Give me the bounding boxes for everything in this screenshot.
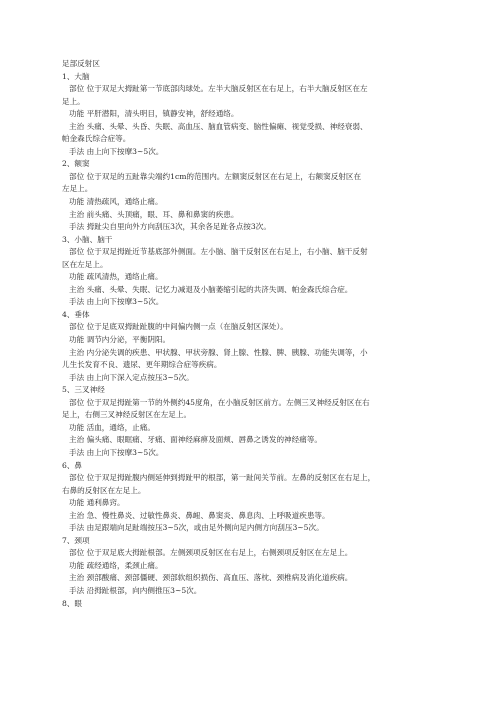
text-line: 7、颈项 <box>62 535 90 545</box>
text-line: 1、大脑 <box>62 71 90 81</box>
paragraph-line: 主治 头痛、头晕、头昏、失眠、高血压、脑血管病变、脑性偏瘫、视觉受损、神经衰弱、 <box>69 121 368 131</box>
paragraph-line: 主治 急、慢性鼻炎、过敏性鼻炎、鼻衄、鼻窦炎、鼻息肉、上呼吸道疾患等。 <box>69 510 330 520</box>
paragraph-line: 功能 通利鼻窍。 <box>69 498 125 508</box>
document-lines <box>62 71 444 611</box>
text-line: 8、眼 <box>62 598 83 608</box>
paragraph-line: 功能 疏经通络，柔颈止痛。 <box>69 560 163 570</box>
paragraph-line: 主治 头痛、头晕、失眠、记忆力减退及小脑萎缩引起的共济失调、帕金森氏综合症。 <box>69 284 353 294</box>
paragraph-line: 主治 偏头痛、眼眶痛、牙痛、面神经麻痹及面颊、唇鼻之诱发的神经痛等。 <box>69 435 323 445</box>
paragraph-line: 功能 活血，通络，止痛。 <box>69 422 155 432</box>
paragraph-line: 功能 平肝潜阳，清头明目，镇静安神，舒经通络。 <box>69 109 239 119</box>
text-line: 5、三叉神经 <box>62 385 105 395</box>
paragraph-line: 手法 沿拇趾根部，向内侧推压3~5次。 <box>69 585 202 595</box>
text-line: 6、鼻 <box>62 460 83 470</box>
paragraph-line: 手法 拇趾尖自里向外方向刮压3次，其余各足趾各点按3次。 <box>69 222 271 232</box>
paragraph-line: 部位 位于双足底大拇趾根部。左侧颈项反射区在右足上，右侧颈项反射区在左足上。 <box>69 548 353 558</box>
text-line: 左足上。 <box>62 184 93 194</box>
paragraph-line: 功能 疏风清热，通络止痛。 <box>69 272 163 282</box>
paragraph-line: 功能 清热疏风，通络止痛。 <box>69 197 163 207</box>
document-title: 足部反射区 <box>62 59 100 68</box>
paragraph-line: 部位 位于足底双拇趾趾腹的中间偏内侧一点（在脑反射区深处）。 <box>69 322 288 332</box>
paragraph-line: 主治 颈部酸痛、颈部僵硬、颈部软组织损伤、高血压、落枕、颈椎病及消化道疾病。 <box>69 573 353 583</box>
text-line: 3、小脑、脑干 <box>62 234 113 244</box>
text-line: 2、额窦 <box>62 159 90 169</box>
paragraph-line: 部位 位于双足拇趾腹内侧延伸到拇趾甲的根部，第一趾间关节前。左鼻的反射区在右足上， <box>69 473 376 483</box>
text-line: 右鼻的反射区在左足上。 <box>62 485 146 495</box>
text-line: 儿生长发育不良、遗尿、更年期综合症等疾病。 <box>62 360 222 370</box>
text-line: 足上，右侧三叉神经反射区在左足上。 <box>62 410 192 420</box>
paragraph-line: 部位 位于双足大拇趾第一节底部肉球处。左半大脑反射区在右足上，右半大脑反射区在左 <box>69 84 368 94</box>
paragraph-line: 主治 内分泌失调的疾患、甲状腺、甲状旁腺、肾上腺、性腺、脾、胰腺、功能失调等，小 <box>69 347 368 357</box>
paragraph-line: 功能 调节内分泌，平衡阴阳。 <box>69 335 171 345</box>
paragraph-line: 手法 由上向下按摩3~5次。 <box>69 447 164 457</box>
text-line: 4、垂体 <box>62 309 90 319</box>
paragraph-line: 部位 位于双足的五趾靠尖端约1cm的范围内。左额窦反射区在右足上，右额窦反射区在 <box>69 171 362 181</box>
text-line: 区在左足上。 <box>62 259 108 269</box>
paragraph-line: 手法 由上向下按摩3~5次。 <box>69 297 164 307</box>
text-line: 帕金森氏综合症等。 <box>62 134 131 144</box>
paragraph-line: 手法 由上向下深入定点按压3~5次。 <box>69 372 194 382</box>
paragraph-line: 手法 由上向下按摩3~5次。 <box>69 146 164 156</box>
paragraph-line: 主治 前头痛、头顶痛，眼、耳、鼻和鼻窦的疾患。 <box>69 209 239 219</box>
paragraph-line: 部位 位于双足拇趾近节基底部外侧面。左小脑、脑干反射区在右足上，右小脑、脑干反射 <box>69 247 368 257</box>
paragraph-line: 部位 位于双足拇趾第一节的外侧约45度角，在小脑反射区前方。左侧三叉神经反射区在右 <box>69 397 370 407</box>
text-line: 足上。 <box>62 96 85 106</box>
paragraph-line: 手法 由足跟端向足趾端按压3~5次，或由足外侧向足内侧方向刮压3~5次。 <box>69 523 324 533</box>
document-body <box>62 58 444 610</box>
